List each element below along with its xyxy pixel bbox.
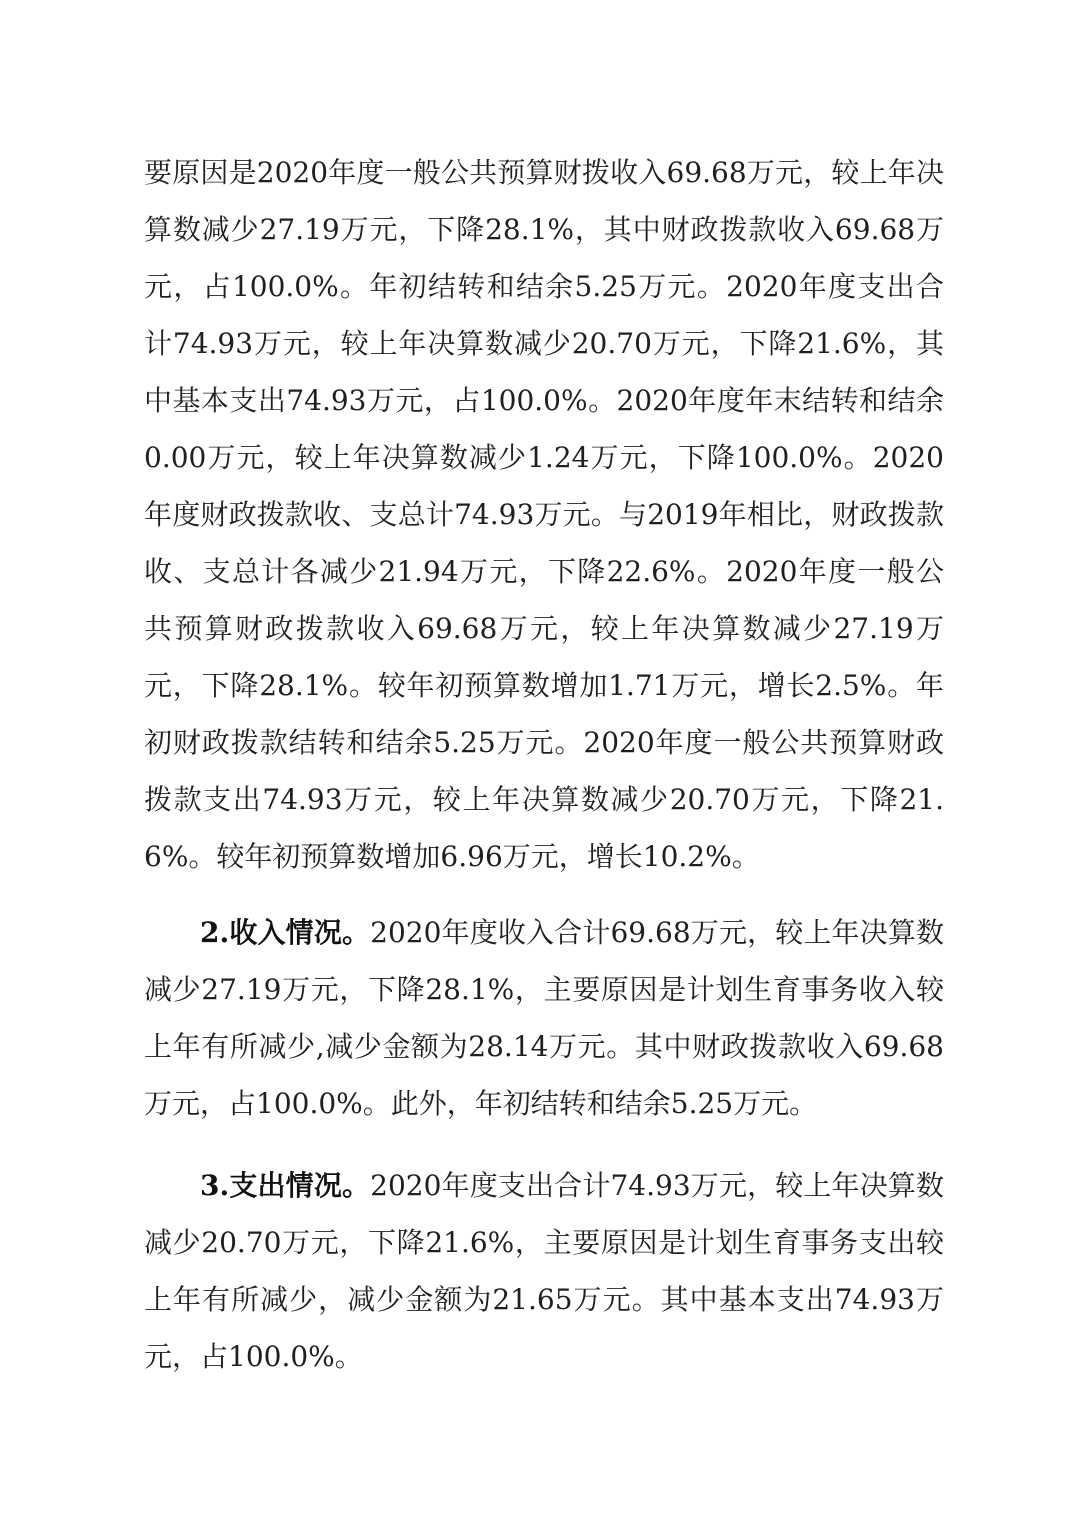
paragraph-text: 2020年度收入合计69.68万元，较上年决算数减少27.19万元，下降28.1%，主要原因是计划生育事务收入较上年有所减少,减少金额为28.14万元。其中财政拨款收入69.68万元，占100.0%。此外，年初结转和结余5.25万元。 (144, 916, 945, 1120)
section-heading-expenditure: 3.支出情况。 (200, 1169, 371, 1202)
paragraph-text: 2020年度支出合计74.93万元，较上年决算数减少20.70万元，下降21.6%，主要原因是计划生育事务支出较上年有所减少，减少金额为21.65万元。其中基本支出74.93万元，占100.0%。 (144, 1169, 945, 1373)
paragraph-text: 要原因是2020年度一般公共预算财拨收入69.68万元，较上年决算数减少27.19万元，下降28.1%，其中财政拨款收入69.68万元，占100.0%。年初结转和结余5.25万元。2020年度支出合计74.93万元，较上年决算数减少20.70万元，下降21.6%，其中基本支出74.93万元，占100.0%。2020年度年末结转和结余0.00万元，较上年决算数减少1.24万元，下降100.0%。2020年度财政拨款收、支总计74.93万元。与2019年相比，财政拨款收、支总计各减少21.94万元，下降22.6%。2020年度一般公共预算财政拨款收入69.68万元，较上年决算数减少27.19万元，下降28.1%。较年初预算数增加1.71万元，增长2.5%。年初财政拨款结转和结余5.25万元。2020年度一般公共预算财政拨款支出74.93万元，较上年决算数减少20.70万元，下降21.6%。较年初预算数增加6.96万元，增长10.2%。 (144, 156, 944, 873)
section-heading-income: 2.收入情况。 (200, 916, 371, 949)
paragraph-expenditure (144, 1157, 944, 1385)
paragraph-income (144, 904, 944, 1132)
paragraph-budget-summary (144, 144, 944, 885)
